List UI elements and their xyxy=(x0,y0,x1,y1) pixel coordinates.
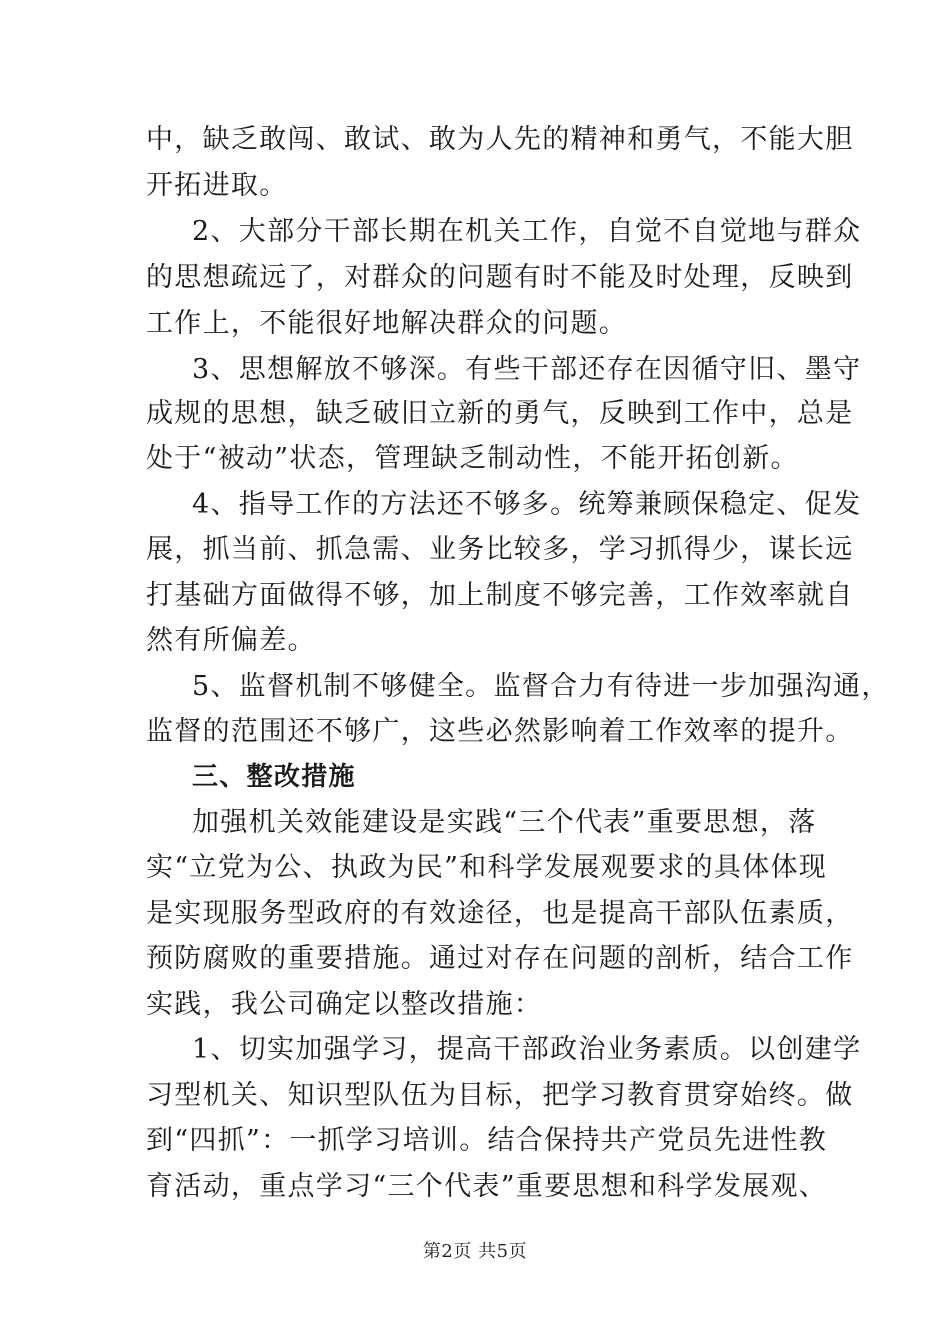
text-line: 到“四抓”：一抓学习培训。结合保持共产党员先进性教 xyxy=(146,1125,828,1156)
text-line: 2、大部分干部长期在机关工作，自觉不自觉地与群众 xyxy=(192,216,862,247)
text-line: 实“立党为公、执政为民”和科学发展观要求的具体体现 xyxy=(146,852,828,883)
text-line: 预防腐败的重要措施。通过对存在问题的剖析，结合工作 xyxy=(146,943,854,974)
text-line: 3、思想解放不够深。有些干部还存在因循守旧、墨守 xyxy=(192,354,862,385)
text-line: 监督的范围还不够广，这些必然影响着工作效率的提升。 xyxy=(146,716,854,747)
text-line: 处于“被动”状态，管理缺乏制动性，不能开拓创新。 xyxy=(146,443,799,474)
text-line: 育活动，重点学习“三个代表”重要思想和科学发展观、 xyxy=(146,1171,828,1202)
text-line: 5、监督机制不够健全。监督合力有待进一步加强沟通， xyxy=(192,671,890,702)
text-line: 成规的思想，缺乏破旧立新的勇气，反映到工作中，总是 xyxy=(146,398,854,429)
text-line: 实践，我公司确定以整改措施： xyxy=(146,989,543,1020)
section-heading: 三、整改措施 xyxy=(192,762,356,792)
text-line: 然有所偏差。 xyxy=(146,625,316,656)
text-line: 的思想疏远了，对群众的问题有时不能及时处理，反映到 xyxy=(146,262,854,293)
text-line: 开拓进取。 xyxy=(146,170,288,201)
text-line: 1、切实加强学习，提高干部政治业务素质。以创建学 xyxy=(192,1034,862,1065)
text-line: 习型机关、知识型队伍为目标，把学习教育贯穿始终。做 xyxy=(146,1080,854,1111)
text-line: 展，抓当前、抓急需、业务比较多，学习抓得少，谋长远 xyxy=(146,534,854,565)
text-line: 加强机关效能建设是实践“三个代表”重要思想，落 xyxy=(192,807,817,838)
text-line: 工作上，不能很好地解决群众的问题。 xyxy=(146,308,628,339)
text-line: 中，缺乏敢闯、敢试、敢为人先的精神和勇气，不能大胆 xyxy=(146,124,854,155)
text-line: 是实现服务型政府的有效途径，也是提高干部队伍素质， xyxy=(146,898,854,929)
text-line: 4、指导工作的方法还不够多。统筹兼顾保稳定、促发 xyxy=(192,489,862,520)
text-line: 打基础方面做得不够，加上制度不够完善，工作效率就自 xyxy=(146,580,854,611)
page-number-footer: 第2页 共5页 xyxy=(422,1241,528,1262)
